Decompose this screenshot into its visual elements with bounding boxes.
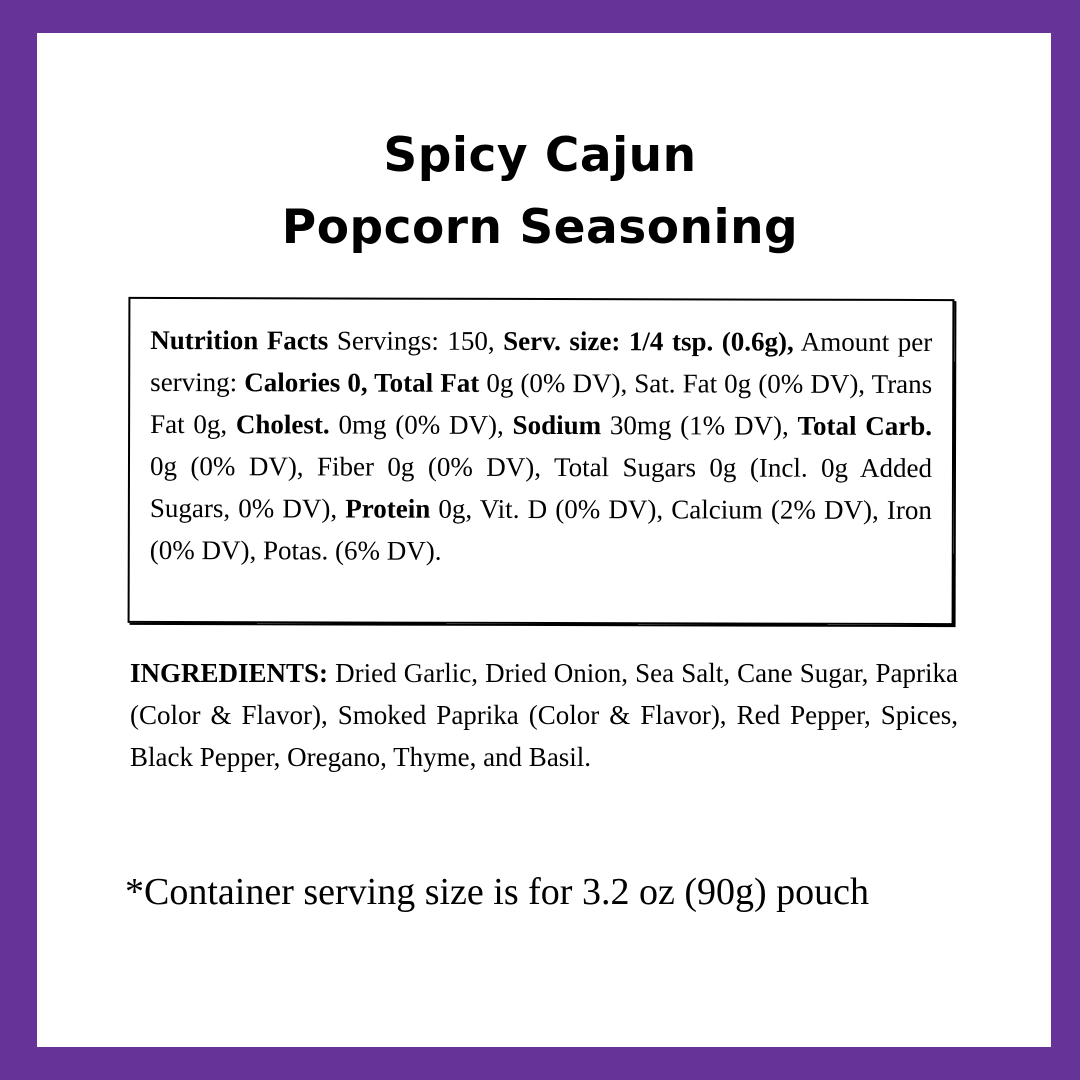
ingredients-text — [130, 652, 958, 778]
product-title — [0, 120, 1080, 264]
ingredients-label: INGREDIENTS: — [130, 658, 329, 688]
nutrition-segment: 0mg (0% DV), — [329, 409, 513, 440]
ingredients-list: Dried Garlic, Dried Onion, Sea Salt, Cane Sugar, Paprika (Color & Flavor), Smoked Paprika (Color & Flavor), Red Pepper, Spices, Black Pepper, Oregano, Thyme, and Basil. — [130, 658, 958, 772]
product-title-line-1: Spicy Cajun — [383, 128, 697, 183]
nutrition-segment: Nutrition Facts — [150, 324, 329, 356]
nutrition-segment: 0g (0% DV), Fiber 0g (0% DV), Total Sugars 0g (Incl. 0g Added Sugars, 0% DV), — [149, 450, 933, 524]
nutrition-segment: Sodium — [512, 409, 602, 441]
product-title-line-2: Popcorn Seasoning — [281, 200, 799, 255]
nutrition-facts-text — [150, 319, 933, 573]
nutrition-segment: Total Carb. — [797, 410, 933, 442]
nutrition-segment: Protein — [345, 493, 431, 524]
nutrition-segment: Cholest. — [235, 409, 330, 440]
nutrition-facts-box — [128, 297, 955, 625]
nutrition-segment: Serv. size: 1/4 tsp. (0.6g), — [503, 325, 794, 357]
nutrition-segment: Servings: 150, — [328, 325, 504, 356]
nutrition-segment: 0g (0% DV), Sat. Fat 0g (0% DV), Trans Fat 0g, — [150, 367, 933, 440]
container-serving-note: *Container serving size is for 3.2 oz (90g) pouch — [125, 871, 869, 913]
nutrition-segment: Amount per serving: — [150, 326, 933, 398]
nutrition-segment: 30mg (1% DV), — [601, 410, 798, 441]
nutrition-segment: 0g, Vit. D (0% DV), Calcium (2% DV), Iron (0% DV), Potas. (6% DV). — [149, 493, 932, 566]
nutrition-segment: Calories 0, Total Fat — [244, 367, 480, 398]
